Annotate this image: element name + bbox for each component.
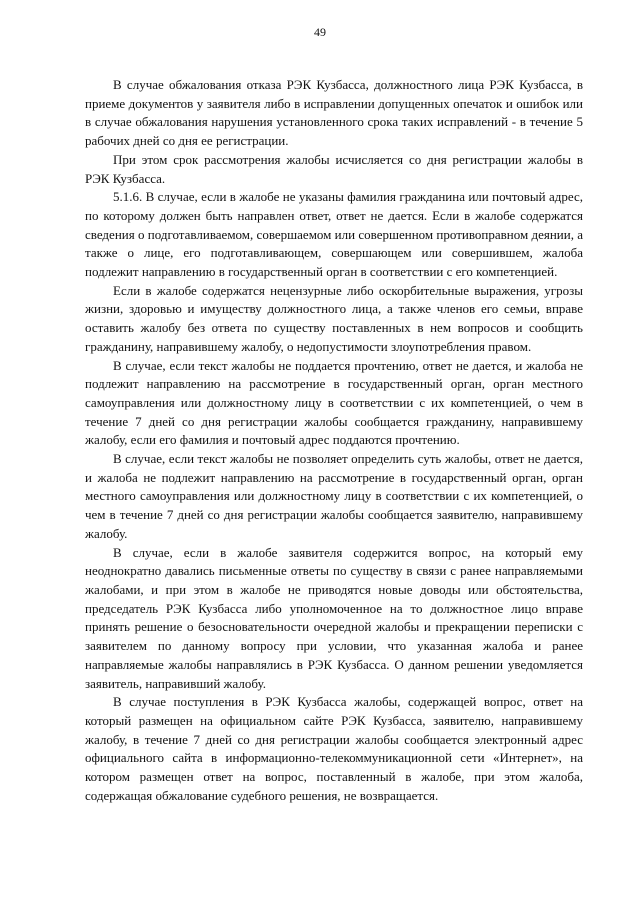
paragraph-appeal-refusal-term: В случае обжалования отказа РЭК Кузбасса, должностного лица РЭК Кузбасса, в приеме документов у заявителя либо в исправлении допущенных опечаток и ошибок или в случае обжалования нарушения установленного срока таких исправлений - в течение 5 рабочих дней со дня ее регистрации. (85, 77, 583, 149)
paragraph-term-calculation: При этом срок рассмотрения жалобы исчисляется со дня регистрации жалобы в РЭК Кузбасса. (85, 151, 583, 186)
paragraph-unreadable-text: В случае, если текст жалобы не поддается прочтению, ответ не дается, и жалоба не подлежит направлению на рассмотрение в государственный орган, орган местного самоуправления или должностному лицу в соответствии с их компетенцией, о чем в течение 7 дней со дня регистрации жалобы сообщается гражданину, направившему жалобу, если его фамилия и почтовый адрес поддаются прочтению. (85, 357, 583, 448)
paragraph-unclear-essence: В случае, если текст жалобы не позволяет определить суть жалобы, ответ не дается, и жалоба не подлежит направлению на рассмотрение в государственный орган, орган местного самоуправления или должностному лицу в соответствии с их компетенцией, о чем в течение 7 дней со дня регистрации жалобы сообщается заявителю, направившему жалобу. (85, 451, 583, 541)
paragraph-answer-on-website: В случае поступления в РЭК Кузбасса жалобы, содержащей вопрос, ответ на который размещен на официальном сайте РЭК Кузбасса, заявителю, направившему жалобу, в течение 7 дней со дня регистрации жалобы сообщается электронный адрес официального сайта в информационно-телекоммуникационной сети «Интернет», на котором размещен ответ на вопрос, поставленный в жалобе, при этом жалоба, содержащая обжалование судебного решения, не возвращается. (85, 694, 583, 803)
page-number: 49 (314, 25, 326, 39)
paragraph-offensive-language: Если в жалобе содержатся нецензурные либо оскорбительные выражения, угрозы жизни, здоровью и имуществу должностного лица, а также членов его семьи, вправе оставить жалобу без ответа по существу поставленных в нем вопросов и сообщить гражданину, направившему жалобу, о недопустимости злоупотребления правом. (85, 282, 583, 354)
body-text (85, 76, 583, 805)
paragraph-5-1-6: 5.1.6. В случае, если в жалобе не указаны фамилия гражданина или почтовый адрес, по которому должен быть направлен ответ, ответ не дается. Если в жалобе содержатся сведения о подготавливаемом, совершаемом или совершенном противоправном деянии, а также о лице, его подготавливающем, совершающем или совершившем, жалоба подлежит направлению в государственный орган в соответствии с его компетенцией. (85, 189, 583, 280)
paragraph-repeated-complaints: В случае, если в жалобе заявителя содержится вопрос, на который ему неоднократно давались письменные ответы по существу в связи с ранее направляемыми жалобами, и при этом в жалобе не приводятся новые доводы или обстоятельства, председатель РЭК Кузбасса либо уполномоченное на то должностное лицо вправе принять решение о безосновательности очередной жалобы и прекращении переписки с заявителем по данному вопросу при условии, что указанная жалоба и ранее направляемые жалобы направлялись в РЭК Кузбасса. О данном решении уведомляется заявитель, направивший жалобу. (85, 544, 583, 691)
